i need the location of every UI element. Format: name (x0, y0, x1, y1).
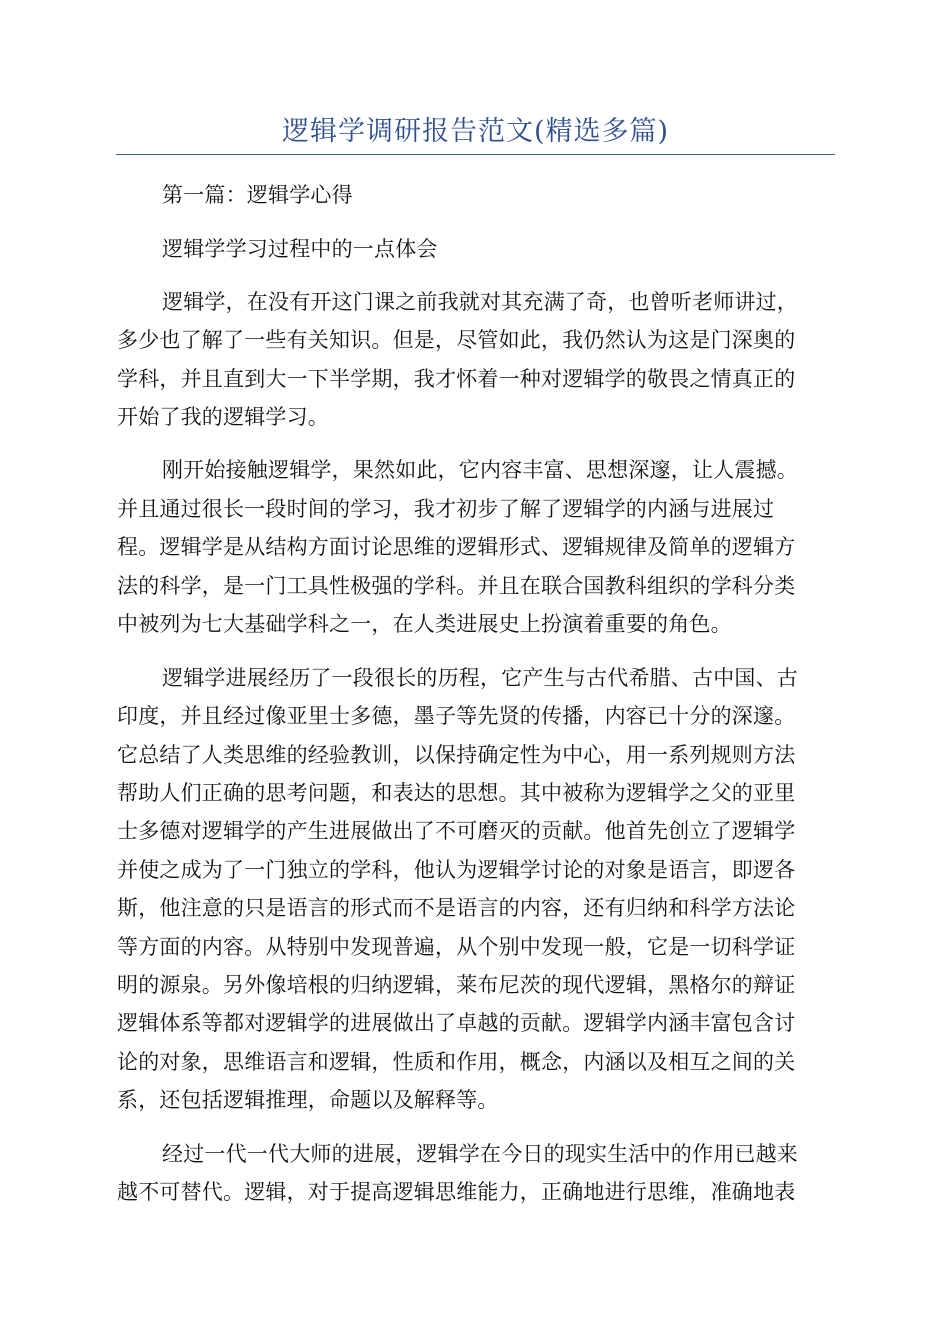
document-title: 逻辑学调研报告范文(精选多篇) (281, 116, 670, 147)
text-line: 法的科学，是一门工具性极强的学科。并且在联合国教科组织的学科分类 (117, 574, 796, 598)
text-line: 帮助人们正确的思考问题，和表达的思想。其中被称为逻辑学之父的亚里 (117, 781, 796, 805)
text-line: 并使之成为了一门独立的学科，他认为逻辑学讨论的对象是语言，即逻各 (117, 858, 796, 882)
text-line: 它总结了人类思维的经验教训，以保持确定性为中心，用一系列规则方法 (117, 743, 796, 767)
text-line: 明的源泉。另外像培根的归纳逻辑，莱布尼茨的现代逻辑，黑格尔的辩证 (117, 973, 796, 997)
subheading: 逻辑学学习过程中的一点体会 (162, 237, 438, 261)
text-line: 经过一代一代大师的进展，逻辑学在今日的现实生活中的作用已越来 (162, 1142, 798, 1166)
text-line: 士多德对逻辑学的产生进展做出了不可磨灭的贡献。他首先创立了逻辑学 (117, 819, 796, 843)
text-line: 逻辑体系等都对逻辑学的进展做出了卓越的贡献。逻辑学内涵丰富包含讨 (117, 1011, 796, 1035)
text-line: 逻辑学，在没有开这门课之前我就对其充满了奇，也曾听老师讲过， (162, 290, 798, 314)
text-line: 程。逻辑学是从结构方面讨论思维的逻辑形式、逻辑规律及简单的逻辑方 (117, 535, 796, 559)
text-line: 学科，并且直到大一下半学期，我才怀着一种对逻辑学的敬畏之情真正的 (117, 367, 796, 391)
title-underline (116, 154, 835, 155)
text-line: 系，还包括逻辑推理，命题以及解释等。 (117, 1088, 499, 1112)
text-line: 逻辑学进展经历了一段很长的历程，它产生与古代希腊、古中国、古 (162, 666, 798, 690)
text-line: 中被列为七大基础学科之一，在人类进展史上扮演着重要的角色。 (117, 612, 732, 636)
text-line: 开始了我的逻辑学习。 (117, 405, 329, 429)
text-line: 印度，并且经过像亚里士多德，墨子等先贤的传播，内容已十分的深邃。 (117, 704, 796, 728)
text-line: 斯，他注意的只是语言的形式而不是语言的内容，还有归纳和科学方法论 (117, 896, 796, 920)
text-line: 并且通过很长一段时间的学习，我才初步了解了逻辑学的内涵与进展过 (117, 497, 775, 521)
text-line: 刚开始接触逻辑学，果然如此，它内容丰富、思想深邃，让人震撼。 (162, 458, 798, 482)
text-line: 越不可替代。逻辑，对于提高逻辑思维能力，正确地进行思维，准确地表 (117, 1180, 796, 1204)
text-line: 等方面的内容。从特别中发现普遍，从个别中发现一般，它是一切科学证 (117, 935, 796, 959)
text-line: 多少也了解了一些有关知识。但是，尽管如此，我仍然认为这是门深奥的 (117, 328, 796, 352)
section-heading: 第一篇：逻辑学心得 (162, 183, 353, 207)
text-line: 论的对象，思维语言和逻辑，性质和作用，概念，内涵以及相互之间的关 (117, 1050, 796, 1074)
